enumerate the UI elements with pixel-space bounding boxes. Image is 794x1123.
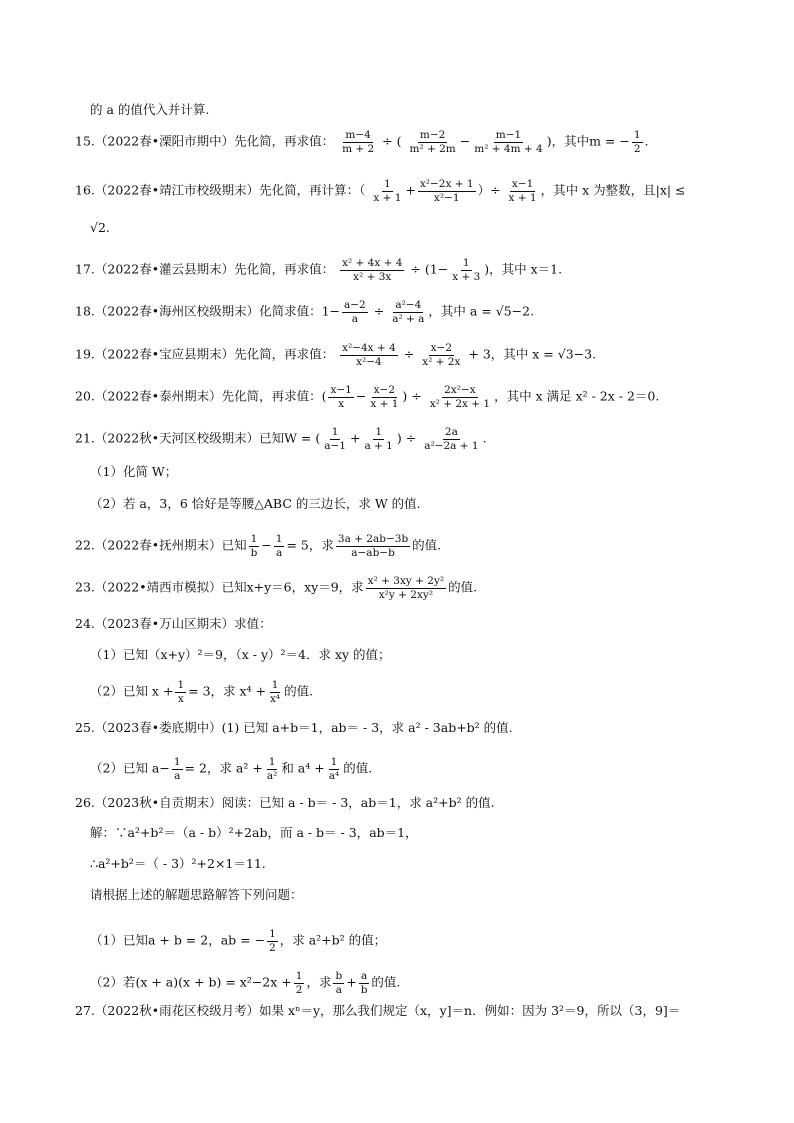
sub-question: （2）若 a，3，6 恰好是等腰△ABC 的三边长，求 W 的值. xyxy=(90,496,421,511)
fraction xyxy=(322,427,348,451)
problem-21: 21.（2022秋•天河区校级期末）已知W = ( $\frac{1}{a-1}$ + $\frac{1}{a + 1}$ ) ÷ $\frac{2a}{\text{a²−2a + 1}}$ . xyxy=(75,426,487,452)
numerator: x² + 4x + 4 xyxy=(342,257,403,269)
denominator: x²−1 xyxy=(433,191,460,204)
fraction xyxy=(362,427,394,451)
numerator: 1 xyxy=(269,928,276,940)
operator: = 5，求 xyxy=(286,537,334,553)
denominator: b xyxy=(250,546,258,559)
line-continuation xyxy=(90,104,209,117)
problem-tail: ，其中 a = √5−2. xyxy=(428,303,535,319)
denominator: 2 xyxy=(633,142,641,155)
denominator: b xyxy=(360,983,368,996)
denominator: x + 3 xyxy=(452,270,481,283)
problem-tail: )，其中m = − xyxy=(546,133,630,149)
problem-25 xyxy=(75,722,513,735)
numerator: a−2 xyxy=(344,299,366,311)
denominator: x + 1 xyxy=(373,191,402,204)
problem-label: 23.（2022•靖西市模拟）已知x+y＝6，xy＝9，求 xyxy=(75,579,364,595)
problem-label: 25.（2023春•娄底期中）(1) 已知 a+b＝1，ab＝ - 3，求 a² - 3ab+b² 的值. xyxy=(75,720,513,735)
numerator: 2x²−x xyxy=(444,384,476,396)
problem-tail: 的值. xyxy=(412,537,442,553)
operator: ）÷ xyxy=(477,182,501,198)
problem-tail: 的值. xyxy=(448,579,478,595)
problem-25-part2 xyxy=(90,757,372,781)
fraction xyxy=(507,179,539,203)
fraction xyxy=(333,971,344,995)
problem-19 xyxy=(75,343,596,367)
fraction xyxy=(267,929,278,953)
numerator: 2a xyxy=(444,426,458,438)
denominator: x xyxy=(177,692,184,705)
problem-tail: ，其中 x 为整数，且|x| ≤ xyxy=(540,182,686,198)
numerator: b xyxy=(335,970,343,982)
problem-label: 18.（2022春•海州区校级期末）化简求值：1− xyxy=(75,303,340,319)
fraction xyxy=(336,534,410,558)
denominator: m + 2 xyxy=(342,142,375,155)
operator: ，求 xyxy=(306,974,332,990)
numerator: 1 xyxy=(275,533,283,545)
problem-18 xyxy=(75,300,534,324)
sub-question-label: （2）已知 a− xyxy=(90,760,170,776)
denominator: a² + a xyxy=(392,312,425,325)
problem-tail: ，求 a²+b² 的值； xyxy=(279,932,387,948)
problem-label: 22.（2022春•抚州期末）已知 xyxy=(75,537,247,553)
fraction xyxy=(632,130,643,154)
denominator: a + 1 xyxy=(364,439,393,452)
fraction xyxy=(359,971,370,995)
numerator: 1 xyxy=(375,426,382,438)
problem-26-part2 xyxy=(90,971,400,995)
solution-text: ∴a²+b²＝（ - 3）²+2×1＝11. xyxy=(90,856,266,871)
problem-tail: 的值. xyxy=(284,683,314,699)
sub-question: （1）化简 W； xyxy=(90,464,178,479)
continuation-text: 的 a 的值代入并计算. xyxy=(90,102,210,117)
problem-label: 21.（2022秋•天河区校级期末）已知W = ( xyxy=(75,430,321,446)
problem-16-cont xyxy=(90,222,110,235)
numerator: 1 xyxy=(295,970,303,982)
problem-label: 24.（2023春•万山区期末）求值： xyxy=(75,616,272,631)
fraction xyxy=(472,130,544,154)
numerator: 3a + 2ab−3b xyxy=(337,533,409,545)
operator: + xyxy=(346,974,357,990)
problem-tail: )，其中 x＝1. xyxy=(484,261,563,277)
denominator: x + 1 xyxy=(370,397,399,410)
numerator: m−1 xyxy=(495,129,522,141)
fraction xyxy=(422,427,480,451)
numerator: 1 xyxy=(633,129,641,141)
numerator: 1 xyxy=(271,679,279,691)
operator: = 3，求 x⁴ + xyxy=(188,683,267,699)
problem-15: 15.（2022春•溧阳市期中）先化简，再求值： $\frac{m-4}{m + 2}$ ÷ ( $\frac{m-2}{\text{m² + 2m}}$ − $\frac{m-1}{\text{m² + 4m + 4}}$ )，其中m = − $\frac{1}{2}$ . xyxy=(75,129,649,155)
denominator: 2 xyxy=(295,983,303,996)
instruction-text: 请根据上述的解题思路解答下列问题： xyxy=(90,887,303,902)
numerator: 1 xyxy=(331,426,339,438)
fraction xyxy=(407,130,457,154)
fraction xyxy=(428,385,492,409)
denominator: a xyxy=(174,769,181,782)
problem-tail: 的值. xyxy=(371,974,401,990)
denominator: a−1 xyxy=(324,439,346,452)
fraction xyxy=(274,534,285,558)
problem-17 xyxy=(75,258,562,282)
numerator: a²−4 xyxy=(395,299,422,311)
problem-26-solution-1 xyxy=(90,827,418,840)
problem-label: 19.（2022春•宝应县期末）先化简，再求值： xyxy=(75,346,335,362)
denominator: a xyxy=(351,312,358,325)
denominator: a xyxy=(276,546,283,559)
numerator: a xyxy=(360,970,368,982)
denominator: x + 1 xyxy=(508,191,537,204)
operator: ÷ (1− xyxy=(410,261,449,277)
operator: ÷ xyxy=(373,303,385,319)
problem-24-part1 xyxy=(90,649,391,662)
fraction xyxy=(418,179,476,203)
numerator: 1 xyxy=(330,756,338,768)
fraction xyxy=(420,343,462,367)
problem-27 xyxy=(75,1005,680,1018)
denominator: a xyxy=(335,983,342,996)
denominator: m² + 4m + 4 xyxy=(474,142,543,155)
fraction xyxy=(368,385,400,409)
fraction xyxy=(340,343,398,367)
problem-24 xyxy=(75,618,272,631)
operator: ÷ xyxy=(403,346,415,362)
denominator: x⁴ xyxy=(270,692,281,705)
numerator: x−1 xyxy=(330,384,352,396)
operator: ÷ ( xyxy=(382,133,402,149)
denominator: a²−2a + 1 xyxy=(424,439,479,452)
problem-label: 17.（2022春•灌云县期末）先化简，再求值： xyxy=(75,261,335,277)
denominator: x xyxy=(338,397,345,410)
fraction xyxy=(340,258,404,282)
problem-22: 22.（2022春•抚州期末）已知 $\frac{1}{b}$ − $\frac{1}{a}$ = 5，求 $\frac{3a + 2ab-3b}{a-ab-b}$ 的值. xyxy=(75,533,442,559)
problem-23 xyxy=(75,576,477,600)
denominator: x² + 2x xyxy=(422,355,461,368)
numerator: 1 xyxy=(250,533,258,545)
numerator: 1 xyxy=(384,178,391,190)
problem-16: 16.（2022春•靖江市校级期末）先化简，再计算：（ $\frac{1}{x + 1}$ + $\frac{\text{x²−2x + 1}}{\text{x²−1}}$ ）÷ $\frac{x-1}{x + 1}$ ，其中 x 为整数，且|x| ≤ xyxy=(75,178,686,204)
problem-label: 16.（2022春•靖江市校级期末）先化简，再计算：（ xyxy=(75,182,366,198)
fraction xyxy=(249,534,260,558)
denominator: a² xyxy=(266,769,278,782)
problem-26-instruction xyxy=(90,889,303,902)
denominator: m² + 2m xyxy=(409,142,456,155)
numerator: 1 xyxy=(462,257,470,269)
fraction xyxy=(342,300,368,324)
numerator: 1 xyxy=(177,679,185,691)
problem-label: 15.（2022春•溧阳市期中）先化简，再求值： xyxy=(75,133,335,149)
numerator: x² + 3xy + 2y² xyxy=(367,575,445,587)
fraction xyxy=(366,576,446,600)
fraction xyxy=(340,130,376,154)
problem-21-part2 xyxy=(90,498,421,511)
operator: 和 a⁴ + xyxy=(281,760,325,776)
operator: ) ÷ xyxy=(396,430,417,446)
fraction xyxy=(268,680,282,704)
numerator: x−2 xyxy=(373,384,396,396)
sub-question-label: （2）已知 x + xyxy=(90,683,174,699)
problem-label: 20.（2022春•泰州期末）先化简，再求值：( xyxy=(75,388,327,404)
numerator: 1 xyxy=(173,756,181,768)
problem-end: . xyxy=(644,133,649,149)
fraction xyxy=(450,258,482,282)
numerator: m−2 xyxy=(419,129,446,141)
fraction xyxy=(172,757,183,781)
sub-question-label: （2）若(x + a)(x + b) = x²−2x + xyxy=(90,974,292,990)
sub-question: （1）已知（x+y）²＝9，（x - y）²＝4．求 xy 的值； xyxy=(90,647,391,662)
numerator: x²−4x + 4 xyxy=(342,342,396,354)
operator: = 2，求 a² + xyxy=(184,760,263,776)
problem-20: 20.（2022春•泰州期末）先化简，再求值：( $\frac{x-1}{x}$ − $\frac{x-2}{x + 1}$ ) ÷ $\frac{\text{2x²−x}}{\text{x² + 2x + 1}}$ ，其中 x 满足 x² - 2x - 2＝0. xyxy=(75,384,660,410)
operator: ) ÷ xyxy=(402,388,422,404)
problem-26-solution-2 xyxy=(90,858,266,871)
problem-26 xyxy=(75,797,495,810)
problem-24-part2 xyxy=(90,680,313,704)
denominator: a−ab−b xyxy=(351,546,395,559)
problem-tail: 的值. xyxy=(343,760,373,776)
continuation-text: √2. xyxy=(90,220,110,235)
problem-26-part1 xyxy=(90,929,386,953)
problem-tail: ，其中 x 满足 x² - 2x - 2＝0. xyxy=(494,388,660,404)
fraction xyxy=(294,971,305,995)
problem-tail: + 3，其中 x = √3−3. xyxy=(468,346,597,362)
fraction xyxy=(327,757,341,781)
numerator: m−4 xyxy=(345,129,371,141)
fraction xyxy=(371,179,403,203)
numerator: x−1 xyxy=(511,178,534,190)
denominator: x²y + 2xy² xyxy=(378,588,434,601)
denominator: x²−4 xyxy=(356,355,382,368)
numerator: x−2 xyxy=(430,342,453,354)
solution-text: 解：∵a²+b²＝（a - b）²+2ab，而 a - b＝ - 3，ab＝1， xyxy=(90,825,418,840)
denominator: x² + 3x xyxy=(353,270,392,283)
problem-21-part1 xyxy=(90,466,177,479)
denominator: a⁴ xyxy=(328,769,340,782)
fraction xyxy=(390,300,426,324)
fraction xyxy=(265,757,279,781)
fraction xyxy=(175,680,186,704)
numerator: 1 xyxy=(268,756,276,768)
fraction xyxy=(328,385,353,409)
problem-label: 26.（2023秋•自贡期末）阅读：已知 a - b＝ - 3，ab＝1，求 a²+b² 的值. xyxy=(75,795,495,810)
problem-end: . xyxy=(482,430,487,446)
denominator: 2 xyxy=(269,941,276,954)
denominator: x² + 2x + 1 xyxy=(429,397,491,410)
sub-question-label: （1）已知a + b = 2，ab = − xyxy=(90,932,266,948)
problem-label: 27.（2022秋•雨花区校级月考）如果 xⁿ＝y，那么我们规定（x，y]＝n．例如：因为 3²＝9，所以（3，9]＝ xyxy=(75,1003,681,1018)
numerator: x²−2x + 1 xyxy=(419,178,474,190)
